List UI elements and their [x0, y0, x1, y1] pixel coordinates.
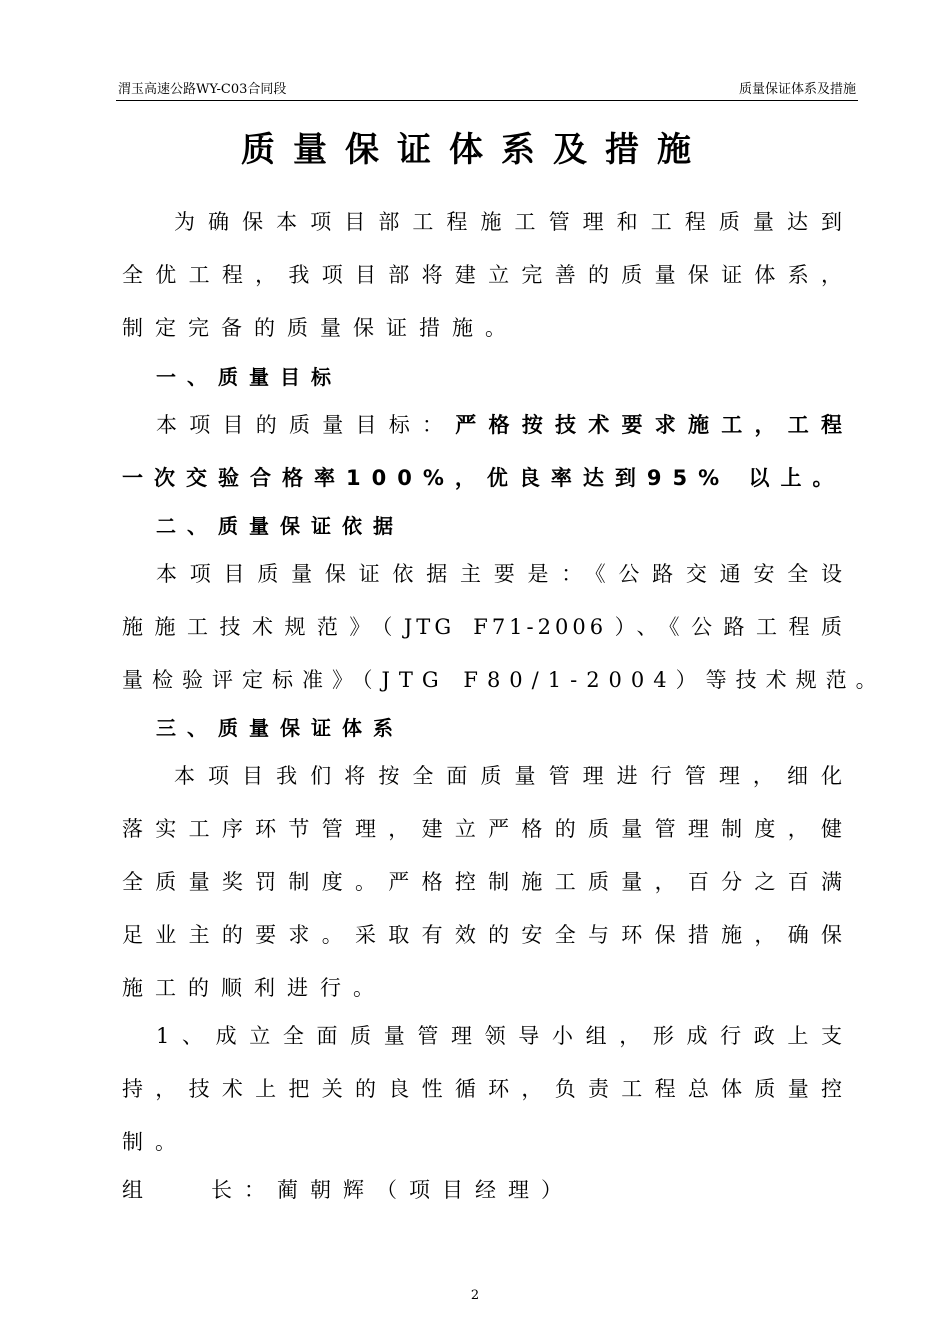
header-document-title: 质量保证体系及措施 — [738, 82, 856, 97]
document-title: 质量保证体系及措施 — [241, 130, 709, 170]
item-1-line-3: 制。 — [122, 1130, 188, 1154]
header-project-name: 渭玉高速公路WY-C03合同段 — [118, 82, 287, 97]
intro-line-1: 为确保本项目部工程施工管理和工程质量达到 — [174, 210, 846, 234]
basis-line-3: 量检验评定标准》（JTG F80/1-2004）等技术规范。 — [122, 668, 886, 692]
system-line-1: 本项目我们将按全面质量管理进行管理，细化 — [174, 764, 846, 788]
basis-line-2: 施施工技术规范》（JTG F71-2006）、《公路工程质 — [122, 615, 846, 639]
page-number: 2 — [470, 1288, 480, 1303]
system-line-3: 全质量奖罚制度。严格控制施工质量，百分之百满 — [122, 870, 846, 894]
quality-goal-line-2: 一次交验合格率100%，优良率达到95% 以上。 — [122, 466, 845, 490]
system-line-4: 足业主的要求。采取有效的安全与环保措施，确保 — [122, 923, 846, 947]
system-line-5: 施工的顺利进行。 — [122, 976, 386, 1000]
item-1-line-2: 持，技术上把关的良性循环，负责工程总体质量控 — [122, 1077, 846, 1101]
quality-goal-label: 本项目的质量目标： — [156, 413, 456, 437]
item-1-line-1: 1、成立全面质量管理领导小组，形成行政上支 — [156, 1024, 846, 1048]
intro-line-2: 全优工程，我项目部将建立完善的质量保证体系， — [122, 263, 846, 287]
section-2-heading: 二、质量保证依据 — [156, 514, 404, 538]
system-line-2: 落实工序环节管理，建立严格的质量管理制度，健 — [122, 817, 846, 841]
team-leader-line: 组 长：蔺朝辉（项目经理） — [122, 1178, 575, 1202]
section-1-heading: 一、质量目标 — [156, 365, 342, 389]
section-3-heading: 三、质量保证体系 — [156, 716, 404, 740]
intro-line-3: 制定完备的质量保证措施。 — [122, 316, 518, 340]
quality-goal-text: 严格按技术要求施工，工程 — [455, 413, 846, 437]
basis-line-1: 本项目质量保证依据主要是：《公路交通安全设 — [156, 562, 846, 586]
page-header — [116, 80, 858, 101]
quality-goal-line-1 — [156, 410, 846, 440]
